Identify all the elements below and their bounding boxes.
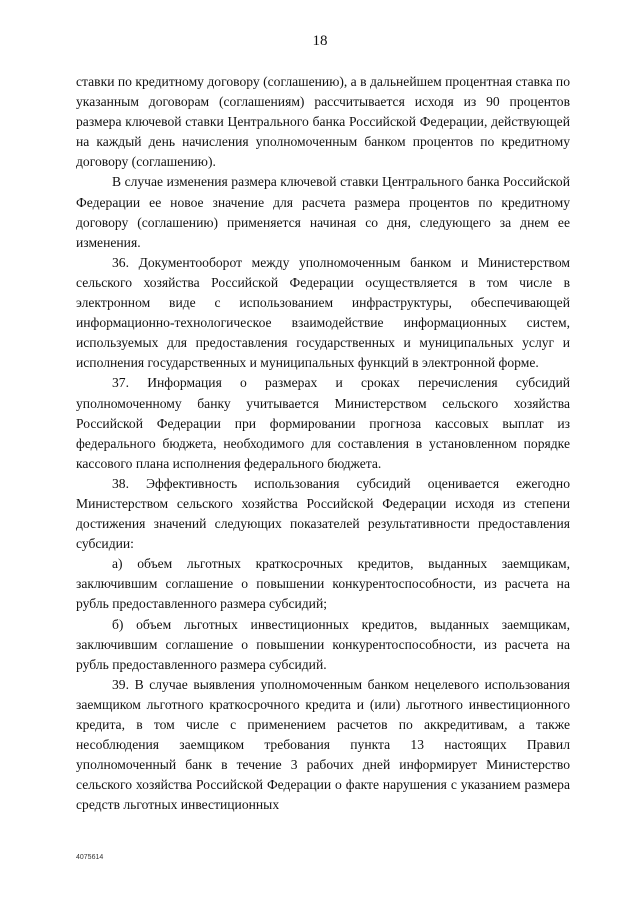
- document-body: [76, 72, 570, 815]
- paragraph-indicator-a: а) объем льготных краткосрочных кредитов, выданных заемщикам, заключившим соглашение о повышении конкурентоспособности, из расчета на рубль предоставленного размера субсидий;: [76, 556, 570, 612]
- paragraph-indicator-b: б) объем льготных инвестиционных кредитов, выданных заемщикам, заключившим соглашение о повышении конкурентоспособности, из расчета на рубль предоставленного размера субсидий.: [76, 616, 570, 672]
- page-number: 18: [312, 33, 328, 49]
- document-code: 4075614: [76, 854, 104, 861]
- paragraph-clause-37: 37. Информация о размерах и сроках перечисления субсидий уполномоченному банку учитывается Министерством сельского хозяйства Российской Федерации при формировании прогноза кассовых выплат из федерального бюджета, необходимого для составления в установленном порядке кассового плана исполнения федерального бюджета.: [76, 375, 570, 471]
- paragraph-continuation: ставки по кредитному договору (соглашению), а в дальнейшем процентная ставка по указанным договорам (соглашениям) рассчитывается исходя из 90 процентов размера ключевой ставки Центрального банка Российской Федерации, действующей на каждый день начисления уполномоченным банком процентов по кредитному договору (соглашению).: [76, 74, 570, 170]
- paragraph-key-rate-change: В случае изменения размера ключевой ставки Центрального банка Российской Федерации ее новое значение для расчета размера процентов по кредитному договору (соглашению) применяется начиная со дня, следующего за днем ее изменения.: [76, 174, 570, 250]
- paragraph-clause-39: 39. В случае выявления уполномоченным банком нецелевого использования заемщиком льготного краткосрочного кредита и (или) льготного инвестиционного кредита, в том числе с применением расчетов по аккредитивам, а также несоблюдения заемщиком требования пункта 13 настоящих Правил уполномоченный банк в течение 3 рабочих дней информирует Министерство сельского хозяйства Российской Федерации о факте нарушения с указанием размера средств льготных инвестиционных: [76, 676, 570, 813]
- paragraph-clause-36: 36. Документооборот между уполномоченным банком и Министерством сельского хозяйства Российской Федерации осуществляется в том числе в электронном виде с использованием инфраструктуры, обеспечивающей информационно-технологическое взаимодействие информационных систем, используемых для предоставления государственных и муниципальных услуг и исполнения государственных и муниципальных функций в электронной форме.: [76, 254, 570, 371]
- paragraph-clause-38: 38. Эффективность использования субсидий оценивается ежегодно Министерством сельского хозяйства Российской Федерации исходя из степени достижения значений следующих показателей результативности предоставления субсидии:: [76, 475, 570, 552]
